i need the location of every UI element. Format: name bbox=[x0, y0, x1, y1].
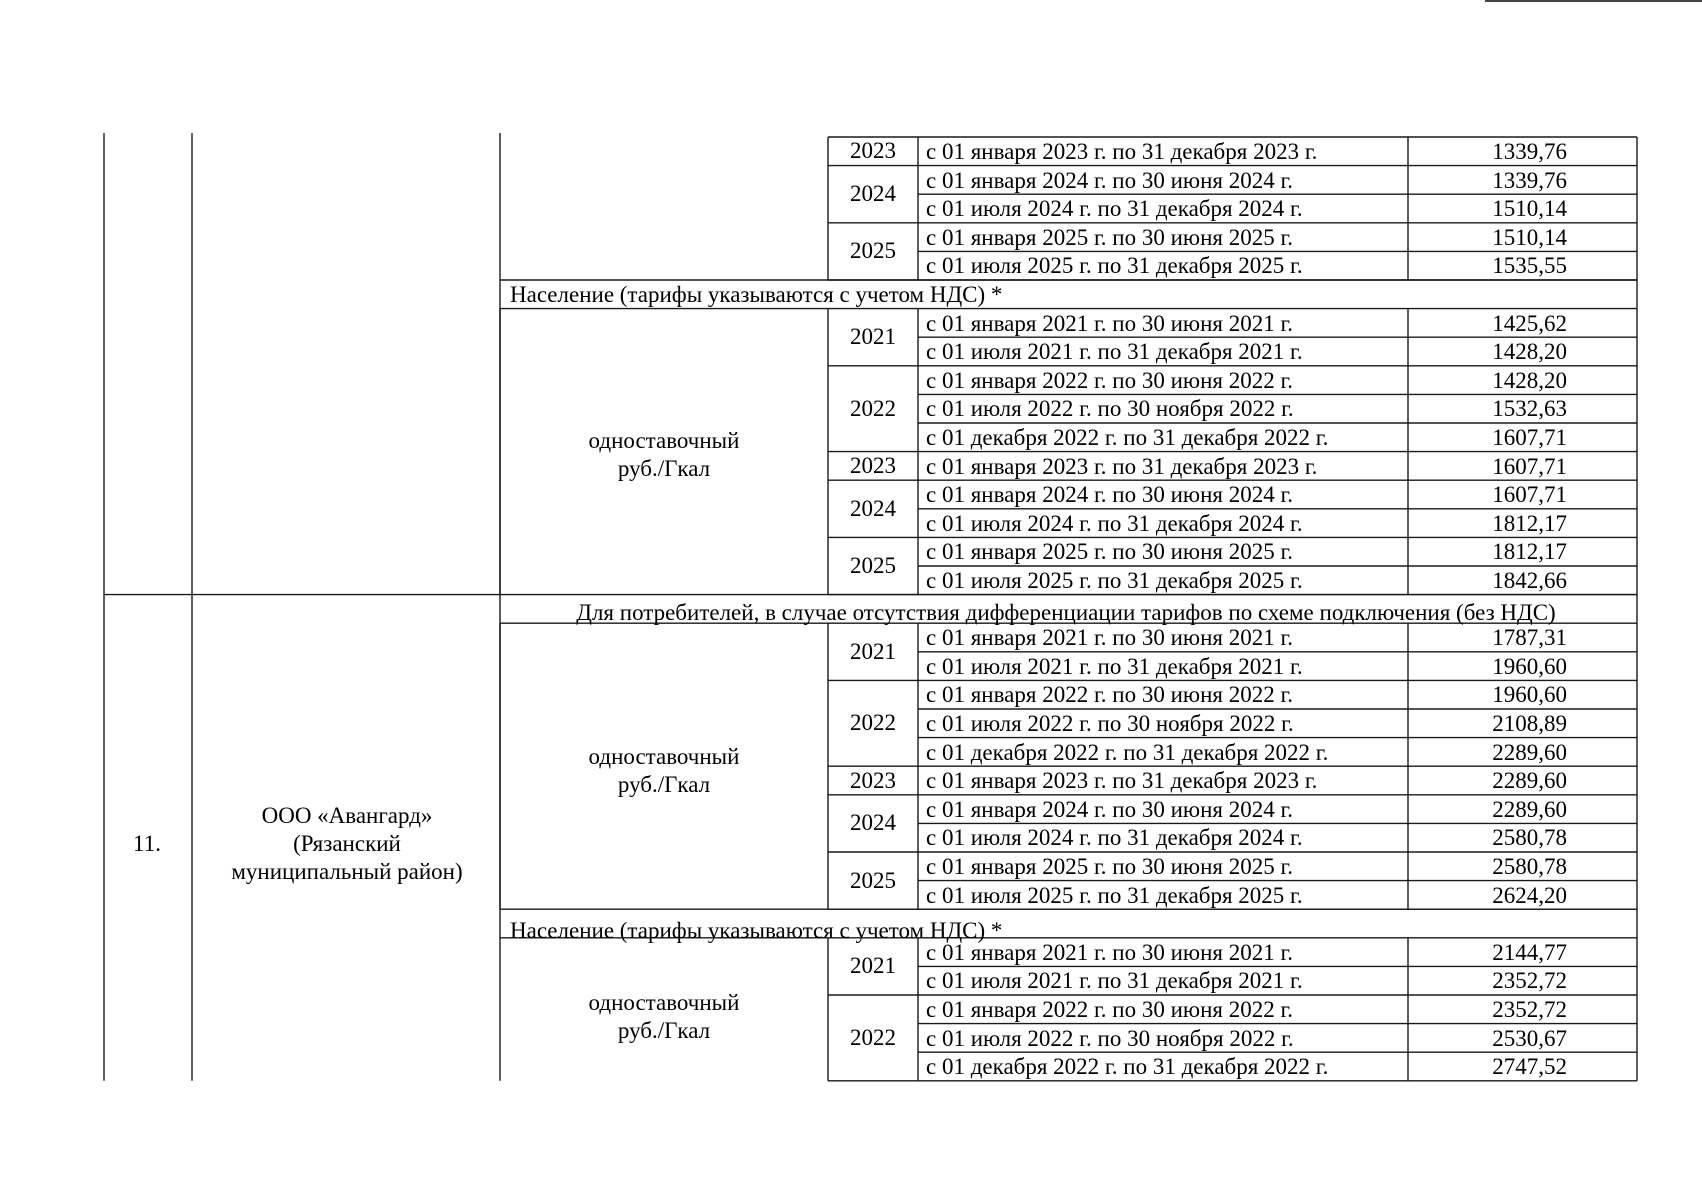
period-cell: с 01 января 2023 г. по 31 декабря 2023 г. bbox=[926, 768, 1318, 794]
period-cell: с 01 июля 2024 г. по 31 декабря 2024 г. bbox=[926, 196, 1303, 222]
tariff-value-cell: 2624,20 bbox=[1492, 882, 1567, 908]
period-cell: с 01 января 2025 г. по 30 июня 2025 г. bbox=[926, 224, 1294, 250]
period-cell: с 01 июля 2022 г. по 30 ноября 2022 г. bbox=[926, 711, 1294, 736]
tariff-value-cell: 2289,60 bbox=[1492, 796, 1567, 822]
period-cell: с 01 июля 2021 г. по 31 декабря 2021 г. bbox=[926, 968, 1303, 994]
period-cell: с 01 декабря 2022 г. по 31 декабря 2022 г. bbox=[926, 1054, 1329, 1080]
tariff-value-cell: 1532,63 bbox=[1492, 396, 1567, 422]
tariff-value-cell: 2747,52 bbox=[1492, 1054, 1567, 1080]
tariff-unit-label: руб./Гкал bbox=[617, 1018, 711, 1043]
period-cell: с 01 января 2023 г. по 31 декабря 2023 г. bbox=[926, 453, 1318, 479]
year-cell: 2024 bbox=[850, 181, 896, 207]
year-cell: 2025 bbox=[850, 867, 896, 893]
period-cell: с 01 декабря 2022 г. по 31 декабря 2022 г. bbox=[926, 739, 1329, 765]
tariff-value-cell: 1787,31 bbox=[1492, 625, 1567, 651]
tariff-value-cell: 1428,20 bbox=[1492, 367, 1567, 393]
organization-name: ООО «Авангард» bbox=[261, 803, 433, 828]
year-cell: 2024 bbox=[850, 495, 896, 521]
tariff-value-cell: 2289,60 bbox=[1492, 739, 1567, 765]
period-cell: с 01 января 2021 г. по 30 июня 2021 г. bbox=[926, 625, 1294, 651]
period-cell: с 01 июля 2021 г. по 31 декабря 2021 г. bbox=[926, 653, 1303, 679]
period-cell: с 01 января 2024 г. по 30 июня 2024 г. bbox=[926, 796, 1294, 822]
population-header-section11: Население (тарифы указываются с учетом НДС) * bbox=[510, 918, 1003, 943]
year-cell: 2023 bbox=[850, 767, 896, 793]
year-cell: 2021 bbox=[850, 324, 896, 350]
period-cell: с 01 июля 2025 г. по 31 декабря 2025 г. bbox=[926, 882, 1303, 908]
tariff-unit-label: руб./Гкал bbox=[617, 772, 711, 797]
tariff-value-cell: 2352,72 bbox=[1492, 968, 1567, 994]
period-cell: с 01 июля 2022 г. по 30 ноября 2022 г. bbox=[926, 1025, 1294, 1051]
period-cell: с 01 июля 2024 г. по 31 декабря 2024 г. bbox=[926, 510, 1303, 536]
year-cell: 2024 bbox=[850, 810, 896, 836]
year-cell: 2025 bbox=[850, 553, 896, 578]
year-cell: 2025 bbox=[850, 238, 896, 264]
period-cell: с 01 января 2022 г. по 30 июня 2022 г. bbox=[926, 997, 1294, 1022]
tariff-value-cell: 2580,78 bbox=[1492, 854, 1567, 879]
period-cell: с 01 июля 2021 г. по 31 декабря 2021 г. bbox=[926, 339, 1303, 365]
organization-district-line-1: (Рязанский bbox=[293, 831, 401, 856]
period-cell: с 01 июля 2024 г. по 31 декабря 2024 г. bbox=[926, 825, 1303, 851]
tariff-value-cell: 2108,89 bbox=[1492, 711, 1567, 736]
period-cell: с 01 января 2025 г. по 30 июня 2025 г. bbox=[926, 539, 1294, 565]
row-number: 11. bbox=[133, 831, 161, 856]
year-cell: 2022 bbox=[850, 395, 896, 421]
tariff-type-label: одноставочный bbox=[588, 744, 740, 769]
tariff-value-cell: 1425,62 bbox=[1492, 310, 1567, 336]
tariff-value-cell: 1607,71 bbox=[1492, 482, 1567, 508]
tariff-type-label: одноставочный bbox=[588, 428, 740, 453]
tariff-value-cell: 2352,72 bbox=[1492, 997, 1567, 1022]
period-cell: с 01 января 2022 г. по 30 июня 2022 г. bbox=[926, 682, 1294, 708]
tariff-value-cell: 2144,77 bbox=[1492, 939, 1567, 965]
year-cell: 2021 bbox=[850, 953, 896, 979]
organization-district-line-2: муниципальный район) bbox=[231, 859, 463, 884]
tariff-value-cell: 1607,71 bbox=[1492, 425, 1567, 450]
period-cell: с 01 июля 2025 г. по 31 декабря 2025 г. bbox=[926, 568, 1303, 593]
period-cell: с 01 января 2023 г. по 31 декабря 2023 г. bbox=[926, 139, 1318, 164]
tariff-value-cell: 1842,66 bbox=[1492, 568, 1567, 593]
year-cell: 2023 bbox=[850, 138, 896, 164]
tariff-value-cell: 2530,67 bbox=[1492, 1025, 1567, 1051]
period-cell: с 01 июля 2025 г. по 31 декабря 2025 г. bbox=[926, 253, 1303, 279]
period-cell: с 01 января 2024 г. по 30 июня 2024 г. bbox=[926, 167, 1294, 193]
year-cell: 2021 bbox=[850, 638, 896, 664]
consumers-header-section11: Для потребителей, в случае отсутствия дифференциации тарифов по схеме подключения (без НДС) bbox=[576, 600, 1556, 625]
period-cell: с 01 января 2021 г. по 30 июня 2021 г. bbox=[926, 939, 1294, 965]
period-cell: с 01 июля 2022 г. по 30 ноября 2022 г. bbox=[926, 396, 1294, 422]
tariff-value-cell: 2580,78 bbox=[1492, 825, 1567, 851]
tariff-value-cell: 2289,60 bbox=[1492, 768, 1567, 794]
tariff-unit-label: руб./Гкал bbox=[617, 456, 711, 481]
tariff-value-cell: 1960,60 bbox=[1492, 653, 1567, 679]
tariff-value-cell: 1339,76 bbox=[1492, 139, 1567, 164]
population-header-section10: Население (тарифы указываются с учетом НДС) * bbox=[510, 282, 1003, 307]
tariff-value-cell: 1428,20 bbox=[1492, 339, 1567, 365]
tariff-value-cell: 1510,14 bbox=[1492, 196, 1567, 222]
year-cell: 2022 bbox=[850, 1024, 896, 1050]
tariff-value-cell: 1339,76 bbox=[1492, 167, 1567, 193]
tariff-value-cell: 1812,17 bbox=[1492, 510, 1567, 536]
tariff-value-cell: 1960,60 bbox=[1492, 682, 1567, 708]
period-cell: с 01 декабря 2022 г. по 31 декабря 2022 г. bbox=[926, 425, 1329, 450]
period-cell: с 01 января 2022 г. по 30 июня 2022 г. bbox=[926, 367, 1294, 393]
period-cell: с 01 января 2025 г. по 30 июня 2025 г. bbox=[926, 854, 1294, 879]
period-cell: с 01 января 2021 г. по 30 июня 2021 г. bbox=[926, 310, 1294, 336]
tariff-value-cell: 1607,71 bbox=[1492, 453, 1567, 479]
year-cell: 2023 bbox=[850, 452, 896, 478]
tariff-value-cell: 1510,14 bbox=[1492, 224, 1567, 250]
tariff-type-label: одноставочный bbox=[588, 990, 740, 1015]
tariff-value-cell: 1535,55 bbox=[1492, 253, 1567, 279]
period-cell: с 01 января 2024 г. по 30 июня 2024 г. bbox=[926, 482, 1294, 508]
tariff-value-cell: 1812,17 bbox=[1492, 539, 1567, 565]
year-cell: 2022 bbox=[850, 710, 896, 736]
